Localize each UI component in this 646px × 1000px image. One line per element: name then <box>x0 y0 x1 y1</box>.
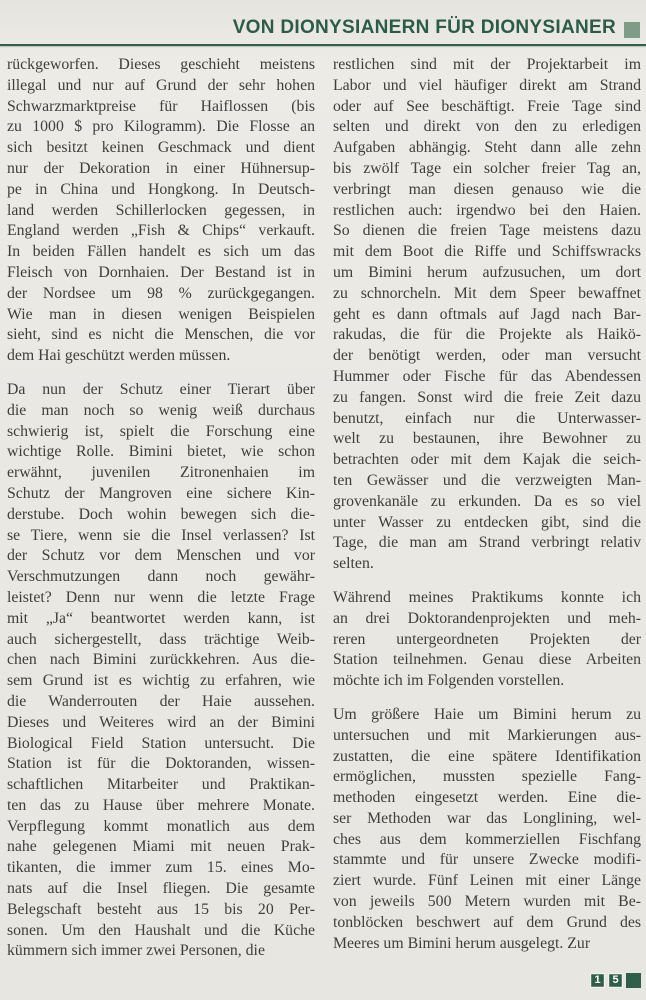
text-line: chen nach Bimini zurückkehren. Aus die- <box>7 651 315 669</box>
text-line: geht es dann oftmals auf Jagd nach Bar- <box>333 305 641 323</box>
page-number-end-square-icon <box>626 973 641 988</box>
text-line: Meeres um Bimini herum ausgelegt. Zur <box>333 934 591 952</box>
text-line: Belegschaft besteht aus 15 bis 20 Per- <box>7 900 315 918</box>
text-line: nats auf die Insel fliegen. Die gesamte <box>7 880 315 898</box>
text-line: zu fangen. Sonst wird die freie Zeit dazu <box>333 388 641 406</box>
text-line: Während meines Praktikums konnte ich <box>333 588 641 606</box>
text-line: der Schutz vor dem Menschen und vor <box>7 547 315 565</box>
text-line: restlichen auch: irgendwo bei den Haien. <box>333 201 641 219</box>
text-line: Schutz der Mangroven eine sichere Kin- <box>7 484 315 502</box>
text-line: selten und direkt von den zu erledigen <box>333 118 641 136</box>
text-line: möchte ich im Folgenden vorstellen. <box>333 672 565 690</box>
text-line: mit „Ja“ beantwortet werden kann, ist <box>7 609 315 627</box>
text-line: der Nordsee um 98 % zurückgegangen. <box>7 284 315 302</box>
text-line: ten das zu Hause über mehrere Monate. <box>7 796 315 814</box>
text-line: Um größere Haie um Bimini herum zu <box>333 705 641 723</box>
text-line: mit dem Boot die Riffe und Schiffswracks <box>333 243 641 261</box>
article-body <box>0 46 646 975</box>
paragraph <box>7 55 315 367</box>
text-line: ches aus dem kommerziellen Fischfang <box>333 830 641 848</box>
text-line: In beiden Fällen handelt es sich um das <box>7 243 315 261</box>
text-line: schwierig ist, spielt die Forschung eine <box>7 422 315 440</box>
text-line: sem Grund ist es wichtig zu erfahren, wie <box>7 672 315 690</box>
text-line: tikanten, die immer zum 15. eines Mo- <box>7 859 315 877</box>
page-number-digit: 5 <box>608 973 623 988</box>
text-line: illegal und nur auf Grund der sehr hohen <box>7 76 315 94</box>
text-line: sieht, sind es nicht die Menschen, die vor <box>7 326 315 344</box>
text-line: an drei Doktorandenprojekten und meh- <box>333 609 641 627</box>
text-line: die man noch so wenig weiß durchaus <box>7 401 315 419</box>
text-line: reren untergeordneten Projekten der <box>333 630 641 648</box>
text-line: Hummer oder Fische für das Abendessen <box>333 367 641 385</box>
text-line: unter Wasser zu entdecken gibt, sind die <box>333 513 641 531</box>
text-line: nahe gelegenen Miami mit neuen Prak- <box>7 838 315 856</box>
text-line: Biological Field Station untersucht. Die <box>7 734 315 752</box>
text-line: rückgeworfen. Dieses geschieht meistens <box>7 56 315 73</box>
text-line: restlichen sind mit der Projektarbeit im <box>333 56 641 73</box>
text-line: die Wanderrouten der Haie aussehen. <box>7 692 315 710</box>
text-line: benutzt, einfach nur die Unterwasser- <box>333 409 641 427</box>
text-line: Aufgaben abhängig. Steht dann alle zehn <box>333 139 641 157</box>
text-line: methoden eingesetzt werden. Eine die- <box>333 789 641 807</box>
text-line: land werden Schillerlocken gegessen, in <box>7 201 315 219</box>
text-line: ermöglichen, mussten spezielle Fang- <box>333 768 641 786</box>
page-header <box>0 0 646 44</box>
text-line: Fleisch von Dornhaien. Der Bestand ist in <box>7 263 315 281</box>
text-line: wichtige Rolle. Bimini bietet, wie schon <box>7 443 315 461</box>
text-line: ziert wurde. Fünf Leinen mit einer Länge <box>333 872 641 890</box>
text-line: stammte und für unsere Zwecke modifi- <box>333 851 641 869</box>
text-line: Dieses und Weiteres wird an der Bimini <box>7 713 315 731</box>
text-line: von jeweils 500 Metern wurden mit Be- <box>333 893 641 911</box>
text-line: untersuchen und mit Markierungen aus- <box>333 726 641 744</box>
text-line: rakudas, die für die Projekte als Haikö- <box>333 326 641 344</box>
paragraph <box>333 55 641 575</box>
text-line: England werden „Fish & Chips“ verkauft. <box>7 222 315 240</box>
text-line: nur der Dekoration in einer Hühnersup- <box>7 159 315 177</box>
text-line: bis zwölf Tage ein solcher freier Tag an, <box>333 159 641 177</box>
text-line: ten Gewässer und die verzweigten Man- <box>333 471 641 489</box>
text-line: oder auf See beschäftigt. Freie Tage sind <box>333 97 641 115</box>
text-line: sonen. Um den Haushalt und die Küche <box>7 921 315 939</box>
paragraph <box>333 588 641 692</box>
text-line: sich besitzt keinen Geschmack und dient <box>7 139 315 157</box>
text-line: selten. <box>333 555 374 573</box>
text-line: Verschmutzungen dann noch gewähr- <box>7 568 315 586</box>
text-line: betrachten oder mit dem Kajak die seich- <box>333 451 641 469</box>
text-line: derstube. Doch wohin bewegen sich die- <box>7 505 315 523</box>
text-line: zu schnorcheln. Mit dem Speer bewaffnet <box>333 284 641 302</box>
page-number-digit: 1 <box>590 973 605 988</box>
paragraph <box>333 705 641 955</box>
text-line: Station teilnehmen. Genau diese Arbeiten <box>333 651 641 669</box>
text-line: kümmern sich immer zwei Personen, die <box>7 942 265 960</box>
left-column <box>7 55 315 975</box>
right-column <box>333 55 641 975</box>
text-line: tonblöcken beschwert auf dem Grund des <box>333 913 641 931</box>
text-line: der benötigt werden, oder man versucht <box>333 347 641 365</box>
text-line: Schwarzmarktpreise für Haiflossen (bis <box>7 97 315 115</box>
text-line: leistet? Denn nur wenn die letzte Frage <box>7 588 315 606</box>
text-line: dem Hai geschützt werden müssen. <box>7 347 231 365</box>
text-line: Station ist für die Doktoranden, wissen- <box>7 755 315 773</box>
text-line: auch sichergestellt, dass trächtige Weib- <box>7 630 315 648</box>
text-line: grovenkanäle zu erkunden. Da es so viel <box>333 492 641 510</box>
page-number <box>590 973 641 988</box>
text-line: zu 1000 $ pro Kilogramm). Die Flosse an <box>7 118 315 136</box>
text-line: Da nun der Schutz einer Tierart über <box>7 380 315 398</box>
text-line: ser Methoden war das Longlining, wel- <box>333 809 641 827</box>
text-line: um Bimini herum aufzusuchen, um dort <box>333 263 641 281</box>
text-line: se Tiere, wenn sie die Insel verlassen? Ist <box>7 526 315 544</box>
page-title: VON DIONYSIANERN FÜR DIONYSIANER <box>232 17 616 38</box>
text-line: zustatten, die eine spätere Identifikation <box>333 747 641 765</box>
text-line: welt zu bestaunen, ihre Bewohner zu <box>333 430 641 448</box>
text-line: Wie man in diesen wenigen Beispielen <box>7 305 315 323</box>
green-square-icon <box>624 22 640 38</box>
text-line: schaftlichen Mitarbeiter und Praktikan- <box>7 776 315 794</box>
text-line: Tage, die man am Strand verbringt relativ <box>333 534 641 552</box>
text-line: So dienen die freien Tage meistens dazu <box>333 222 641 240</box>
text-line: Labor und viel häufiger direkt am Strand <box>333 76 641 94</box>
text-line: erwähnt, juvenilen Zitronenhaien im <box>7 464 315 482</box>
text-line: pe in China und Hongkong. In Deutsch- <box>7 180 315 198</box>
text-line: verbringt man diesen genauso wie die <box>333 180 641 198</box>
text-line: Verpflegung kommt monatlich aus dem <box>7 817 315 835</box>
paragraph <box>7 380 315 962</box>
